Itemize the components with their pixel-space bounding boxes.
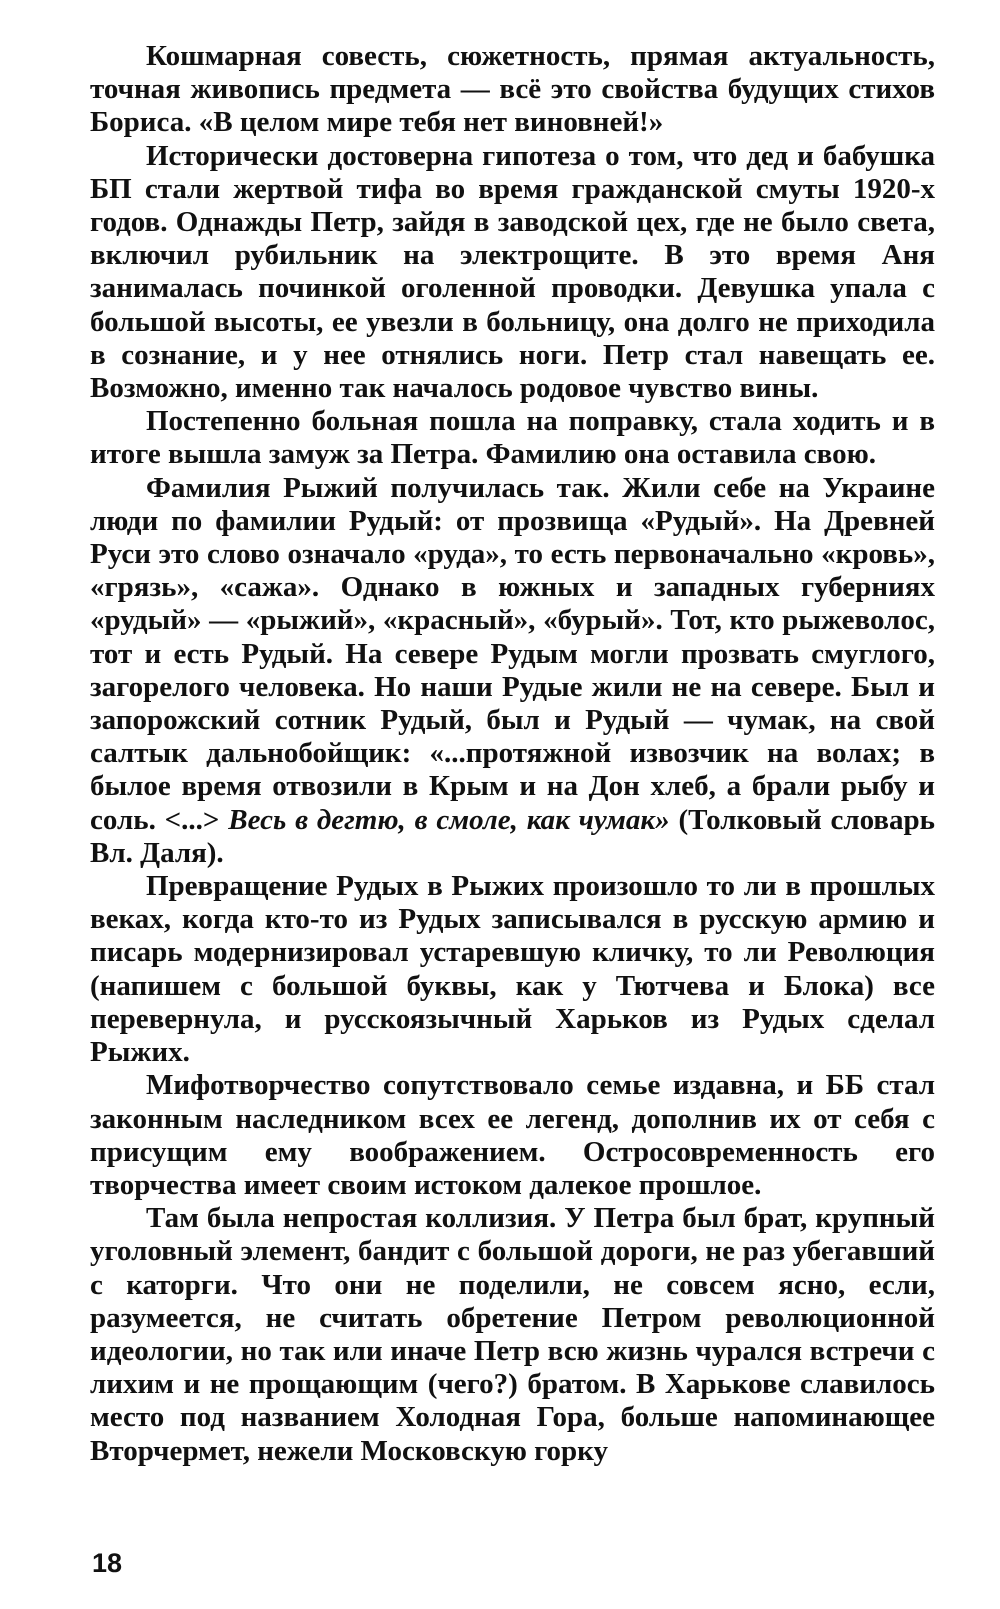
paragraph-3: Постепенно больная пошла на поправку, стала ходить и в итоге вышла замуж за Петра. Фамилию она оставила свою.: [90, 405, 935, 471]
paragraph-1: Кошмарная совесть, сюжетность, прямая актуальность, точная живопись предмета — всё это свойства будущих стихов Бориса. «В целом мире тебя нет виновней!»: [90, 40, 935, 139]
paragraph-6: Мифотворчество сопутствовало семье издавна, и ББ стал законным наследником всех ее легенд, дополнив их от себя с присущим ему воображением. Остросовременность его творчества имеет своим истоком далекое прошлое.: [90, 1069, 935, 1201]
paragraph-4-italic-quote: Весь в дегтю, в смоле, как чумак»: [228, 803, 670, 836]
paragraph-2: Исторически достоверна гипотеза о том, что дед и бабушка БП стали жертвой тифа во время гражданской смуты 1920-х годов. Однажды Петр, зайдя в заводской цех, где не было света, включил рубильник на электрощите. В это время Аня занималась починкой оголенной проводки. Девушка упала с большой высоты, ее увезли в больницу, она долго не приходила в сознание, и у нее отнялись ноги. Петр стал навещать ее. Возможно, именно так началось родовое чувство вины.: [90, 139, 935, 405]
page-number: 18: [92, 1548, 123, 1578]
paragraph-4: [90, 472, 935, 870]
paragraph-5: Превращение Рудых в Рыжих произошло то ли в прошлых веках, когда кто-то из Рудых записывался в русскую армию и писарь модернизировал устаревшую кличку, то ли Революция (напишем с большой буквы, как у Тютчева и Блока) все перевернула, и русскоязычный Харьков из Рудых сделал Рыжих.: [90, 870, 935, 1069]
paragraph-7: Там была непростая коллизия. У Петра был брат, крупный уголовный элемент, бандит с большой дороги, не раз убегавший с каторги. Что они не поделили, не совсем ясно, если, разумеется, не считать обретение Петром революционной идеологии, но так или иначе Петр всю жизнь чурался встречи с лихим и не прощающим (чего?) братом. В Харькове славилось место под названием Холодная Гора, больше напоминающее Вторчермет, нежели Московскую горку: [90, 1202, 935, 1467]
paragraph-4-text: Фамилия Рыжий получилась так. Жили себе на Украине люди по фамилии Рудый: от прозвища «Рудый». На Древней Руси это слово означало «руда», то есть первоначально «кровь», «грязь», «сажа». Однако в южных и западных губерниях «рудый» — «рыжий», «красный», «бурый». Тот, кто рыжеволос, тот и есть Рудый. На севере Рудым могли прозвать смуглого, загорелого человека. Но наши Рудые жили не на севере. Был и запорожский сотник Рудый, был и Рудый — чумак, на свой салтык дальнобойщик: «...протяжной извозчик на волах; в былое время отвозили в Крым и на Дон хлеб, а брали рыбу и соль. <...>: [90, 471, 935, 836]
page-body: [90, 40, 935, 1468]
paragraph-4-source: (Толковый словарь Вл. Даля).: [90, 803, 936, 869]
